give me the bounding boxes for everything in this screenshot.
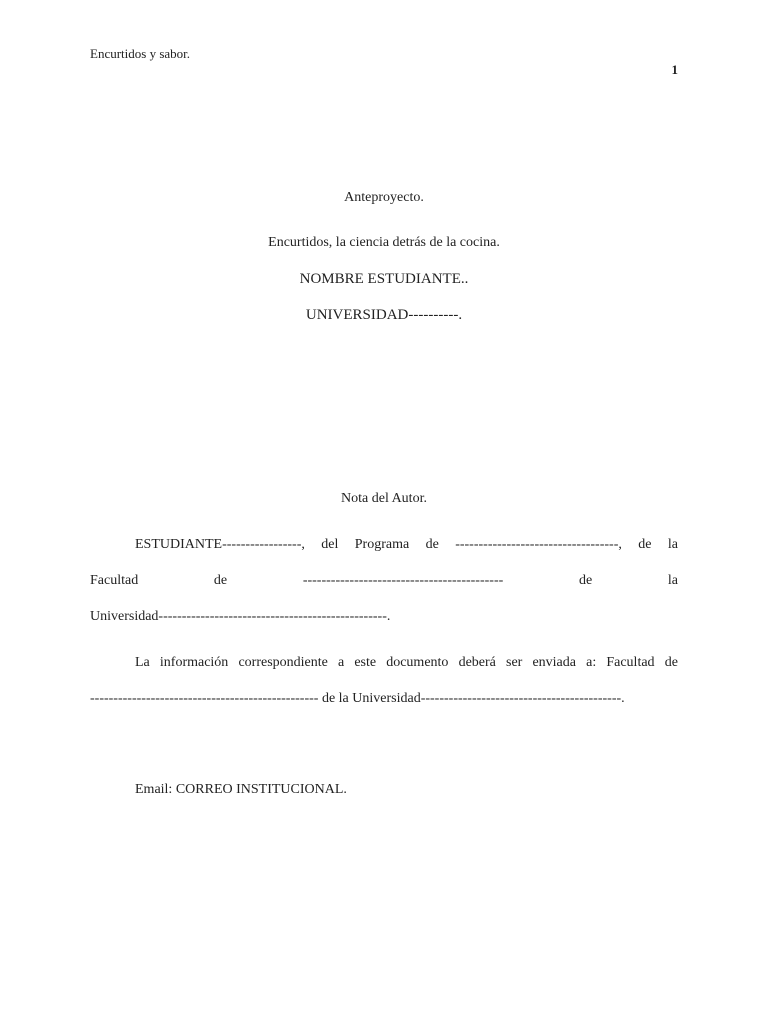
word: La <box>135 655 150 670</box>
author-email: Email: CORREO INSTITUCIONAL. <box>135 782 347 797</box>
word: ESTUDIANTE-----------------, <box>135 537 305 552</box>
author-note-paragraph-1-line-1 <box>135 537 678 553</box>
author-note-heading: Nota del Autor. <box>341 491 427 506</box>
word: Facultad <box>90 573 139 588</box>
word: correspondiente <box>238 655 328 670</box>
word: de <box>425 537 439 552</box>
student-name: NOMBRE ESTUDIANTE.. <box>299 271 469 287</box>
author-note-paragraph-2-line-2: ------------------------------------------------- de la Universidad-------------------------------------------. <box>90 691 625 706</box>
author-note-paragraph-1-line-3: Universidad-------------------------------------------------. <box>90 609 391 624</box>
word: este <box>354 655 377 670</box>
document-label: Anteproyecto. <box>344 190 424 205</box>
university-name: UNIVERSIDAD----------. <box>305 307 463 323</box>
word: ------------------------------------------- <box>302 573 504 588</box>
word: Facultad <box>606 655 655 670</box>
word: de <box>213 573 228 588</box>
word: ser <box>506 655 523 670</box>
author-note-paragraph-1-line-2 <box>90 573 678 589</box>
word: deberá <box>458 655 496 670</box>
word: -----------------------------------, <box>455 537 622 552</box>
word: Programa <box>354 537 410 552</box>
document-title: Encurtidos, la ciencia detrás de la cocina. <box>268 235 500 250</box>
word: a: <box>586 655 597 670</box>
word: la <box>667 573 678 588</box>
word: la <box>667 537 678 552</box>
page-number: 1 <box>671 62 678 77</box>
word: documento <box>386 655 449 670</box>
word: información <box>159 655 229 670</box>
word: enviada <box>532 655 576 670</box>
word: de <box>664 655 678 670</box>
word: a <box>337 655 345 670</box>
author-note-paragraph-2-line-1 <box>135 655 678 671</box>
word: de <box>578 573 593 588</box>
word: de <box>638 537 652 552</box>
word: del <box>321 537 339 552</box>
running-head: Encurtidos y sabor. <box>90 46 191 61</box>
